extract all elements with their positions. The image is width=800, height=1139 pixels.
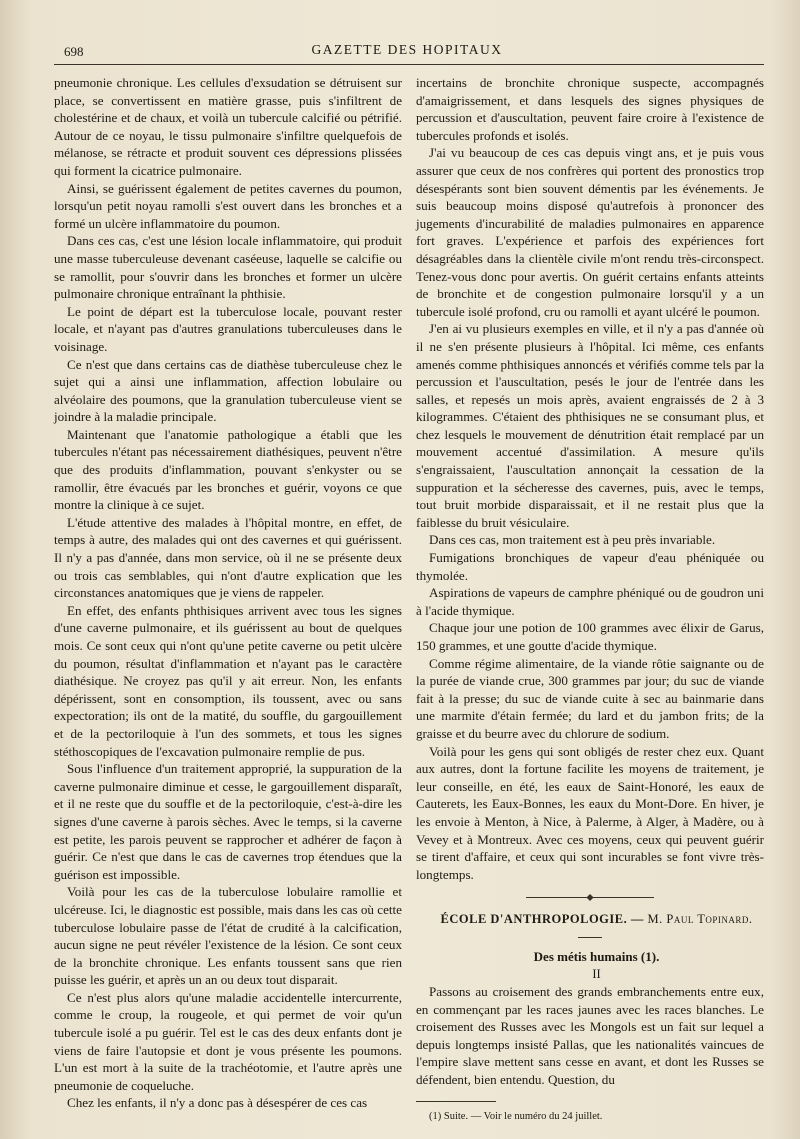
paragraph: Comme régime alimentaire, de la viande rôtie saignante ou de la purée de viande crue, 300 grammes par jour; du suc de viande fait à la presse; du suc de viande cuite à sec au bainmarie dans une marmite d'étain fermée; du lard et du jambon frits; de la graisse et du beurre avec du chlorure de sodium. xyxy=(416,655,764,741)
section-author: M. Paul Topinard. xyxy=(647,912,753,927)
paragraph: pneumonie chronique. Les cellules d'exsudation se détruisent sur place, se convertissent en matière grasse, puis s'infiltrent de cholestérine et de chaux, et voilà un tubercule calcifié ou pétrifié. Autour de ce noyau, le tissu pulmonaire s'infiltre quelquefois de mélanose, se rétracte et produit souvent ces dépressions plissées qui forment la cicatrice pulmonaire. xyxy=(54,75,402,178)
paragraph: L'étude attentive des malades à l'hôpital montre, en effet, de temps à autre, des malades qui ont des cavernes et qui guérissent. Il n'y a pas d'année, dans mon service, où il ne se présente deux ou trois cas semblables, qui n'ont d'autre explication que les circonstances anatomiques que je viens de rappeler. xyxy=(54,514,402,601)
paragraph: Le point de départ est la tuberculose locale, pouvant rester locale, et n'ayant pas d'autres granulations tuberculeuses dans le voisinage. xyxy=(54,303,402,354)
paragraph: Ce n'est que dans certains cas de diathèse tuberculeuse chez le sujet qui a ainsi une inflammation, affection lobulaire ou alvéolaire des poumons, que la granulation tuberculeuse vient se joindre à la maladie principale. xyxy=(54,356,402,425)
paragraph: Chez les enfants, il n'y a donc pas à désespérer de ces cas xyxy=(67,1095,368,1111)
paragraph: Dans ces cas, c'est une lésion locale inflammatoire, qui produit une masse tuberculeuse devenant caséeuse, laquelle se calcifie ou se ramollit, pour s'ouvrir dans les bronches et former un ulcère pulmonaire chronique entraînant la phthisie. xyxy=(54,233,402,302)
section-divider xyxy=(526,897,654,899)
section-title xyxy=(416,911,764,929)
footnote-rule xyxy=(416,1101,496,1102)
paragraph: En effet, des enfants phthisiques arrivent avec tous les signes d'une caverne pulmonaire, et ils guérissent au bout de quelques mois. Ce sont ceux qui n'ont qu'une petite caverne ou petit ulcère du poumon, résultat d'inflammation et n'ayant pas le caractère diathésique. Ne croyez pas qu'il y ait erreur. Non, les enfants dépérissent, sont en consomption, ils toussent, avec ou sans expectoration; ils ont de la matité, du souffle, du gargouillement et de la pectoriloquie à l'un des sommets, et tous les signes stéthoscopiques de l'excavation pulmonaire remplie de pus. xyxy=(54,602,402,759)
paragraph: Maintenant que l'anatomie pathologique a établi que les tubercules n'étant pas nécessairement diathésiques, peuvent n'être que des produits d'inflammation, pouvant s'enkyster ou se ramollir, être évacués par les bronches et guérir, voyons ce que montre la clinique à ce sujet. xyxy=(54,426,402,513)
article-part-number: II xyxy=(592,966,601,981)
article-title: Des métis humains (1). xyxy=(533,948,660,964)
right-column xyxy=(416,74,764,1125)
left-column xyxy=(54,74,402,1112)
paragraph: Sous l'influence d'un traitement approprié, la suppuration de la caverne pulmonaire diminue et cesse, le gargouillement disparaît, et il ne reste que du souffle et de la pectoriloquie, c'est-à-dire les signes d'une caverne à parois sèches. Avec le temps, si la caverne est petite, les parois peuvent se rapprocher et adhérer de façon à guérir. Ce n'est que dans le cas de cavernes trop étendues que la guérison est impossible. xyxy=(54,761,402,882)
running-title: GAZETTE DES HOPITAUX xyxy=(311,42,503,57)
paragraph: Aspirations de vapeurs de camphre phéniqué ou de goudron uni à l'acide thymique. xyxy=(416,585,764,618)
paragraph: Passons au croisement des grands embranchements entre eux, en commençant par les races jaunes avec les races blanches. Le croisement des Russes avec les Mongols est un fait sur lequel a depuis longtemps insisté Pallas, que les nationalités vaincues de l'empire slave mettent sans cesse en avant, et dont les Russes se défendent, bien entendu. Question, du xyxy=(416,984,764,1088)
short-rule xyxy=(578,937,602,938)
paragraph: Ce n'est plus alors qu'une maladie accidentelle intercurrente, comme le croup, la rougeole, et qui permet de voir qu'un tubercule isolé a pu guérir. Tel est le cas des deux enfants dont je viens de faire l'autopsie et dont je vous présente les poumons. L'un est mort à la suite de la trachéotomie, et l'autre après une pneumonie de coqueluche. xyxy=(54,989,402,1093)
section-title-text: ÉCOLE D'ANTHROPOLOGIE. — xyxy=(440,912,644,927)
paragraph: Dans ces cas, mon traitement est à peu près invariable. xyxy=(429,532,716,548)
paragraph: Fumigations bronchiques de vapeur d'eau phéniquée ou thymolée. xyxy=(416,550,764,583)
paragraph: Voilà pour les gens qui sont obligés de rester chez eux. Quant aux autres, dont la fortune facilite les moyens de traitement, je leur conseille, en été, les eaux de Saint-Honoré, les eaux de Cauterets, les Eaux-Bonnes, les eaux du Mont-Dore. En hiver, je les envoie à Menton, à Nice, à Palerme, à Alger, à Madère, ou à Vevey et à Montreux. Avec ces moyens, ceux qui peuvent guérir se tirent d'affaire, et ceux qui sont incurables se font vivre très-longtemps. xyxy=(416,743,764,882)
page-header xyxy=(54,36,760,58)
paragraph: incertains de bronchite chronique suspecte, accompagnés d'amaigrissement, et dans lesquels des signes physiques de percussion et d'auscultation, peuvent faire croire à l'existence de tubercules profonds et isolés. xyxy=(416,75,764,143)
page-number: 698 xyxy=(64,44,84,59)
paragraph: Chaque jour une potion de 100 grammes avec élixir de Garus, 150 grammes, et une goutte d'acide thymique. xyxy=(416,620,764,653)
paragraph: Ainsi, se guérissent également de petites cavernes du poumon, lorsqu'un petit noyau ramolli s'est ouvert dans les bronches et a formé un ulcère inflammatoire du poumon. xyxy=(54,180,402,231)
paragraph: J'ai vu beaucoup de ces cas depuis vingt ans, et je puis vous assurer que ceux de nos confrères qui portent des pronostics trop désespérants sont bien souvent démentis par les événements. Je suis beaucoup moins disposé qu'autrefois à prononcer des jugements d'incurabilité de maladies pulmonaires en apparence fort graves. L'expérience et parfois des expériences fort désagréables dans la clientèle civile m'ont rendu très-circonspect. Tenez-vous donc pour avertis. On guérit certains enfants atteints de bronchite et de congestion pulmonaire lorsqu'il y a un tubercule isolé profond, cru ou ramolli et ayant ulcéré le poumon. xyxy=(416,145,764,319)
paragraph: J'en ai vu plusieurs exemples en ville, et il n'y a pas d'année où il ne s'en présente plusieurs à l'hôpital. Ici même, ces enfants amenés comme phthisiques annoncés et vérifiés comme tels par la percussion et l'auscultation, pesés le jour de l'entrée dans les salles, et repesés un mois après, avaient engraissés de 2 à 3 kilogrammes. C'étaient des phthisiques ne se consumant plus, et chez lesquels le mouvement de dénutrition était remplacé par un mouvement accentué d'assimilation. A mesure qu'ils s'engraissaient, l'auscultation annonçait la cessation de la suppuration et la sécheresse des cavernes, puis, avec le temps, tout bruit morbide disparaissait, et il ne restait plus que la faiblesse du bruit vésiculaire. xyxy=(416,321,764,530)
footnote: (1) Suite. — Voir le numéro du 24 juillet. xyxy=(429,1110,603,1122)
paragraph: Voilà pour les cas de la tuberculose lobulaire ramollie et ulcéreuse. Ici, le diagnostic est possible, mais dans les cas où cette tuberculose lobulaire passe de l'état de crudité à la calcification, aucun signe ne peut révéler l'existence de la lésion. Ce sont ceux de la bronchite chronique. Les enfants toussent sans que rien puisse les guérir, et après un an ou deux tout disparait. xyxy=(54,884,402,988)
header-rule xyxy=(54,64,764,65)
